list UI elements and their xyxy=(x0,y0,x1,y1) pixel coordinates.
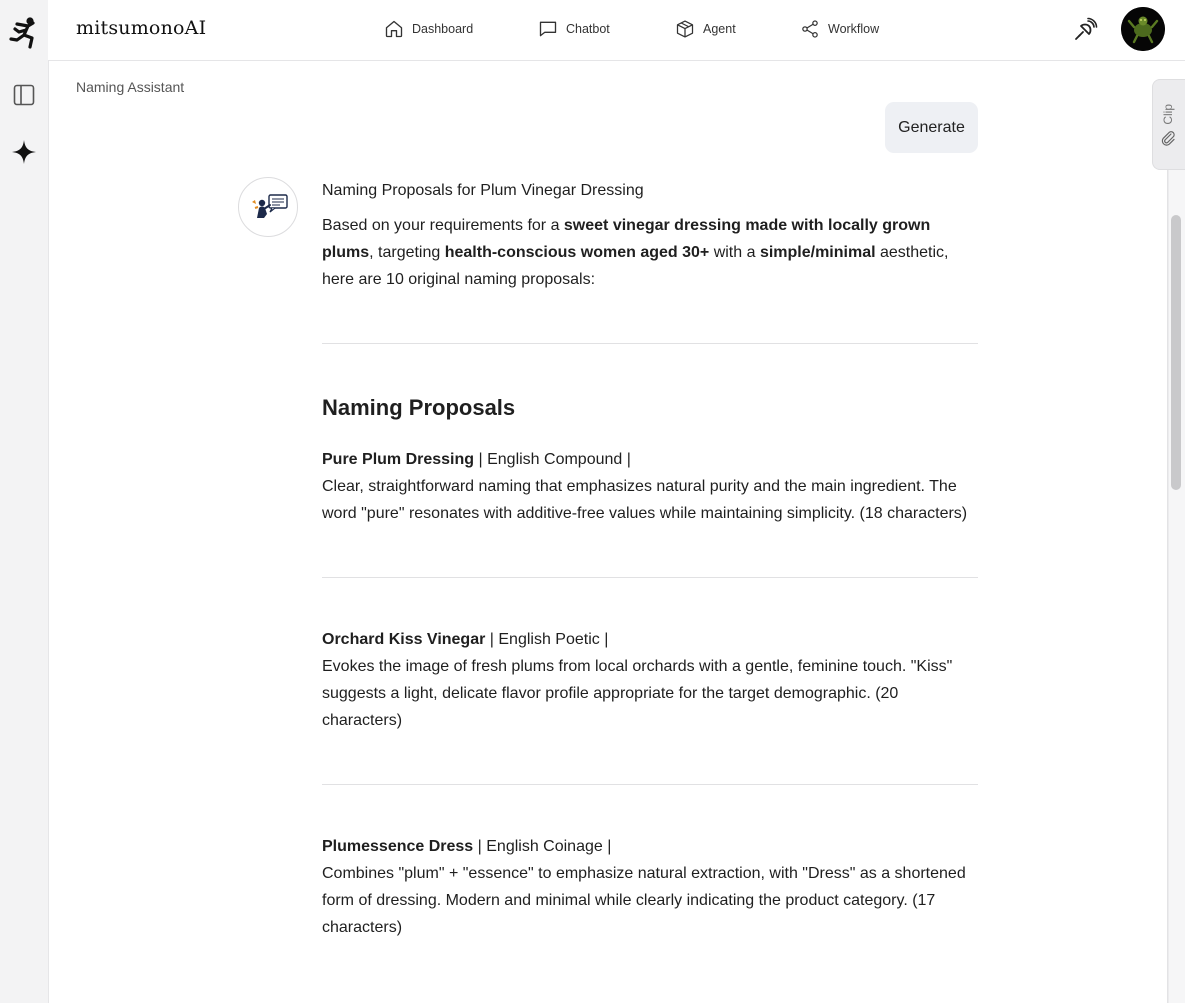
intro-bold-3: simple/minimal xyxy=(759,244,876,261)
intro-text-2: , targeting xyxy=(369,244,445,261)
divider xyxy=(322,343,978,344)
nav-dashboard[interactable] xyxy=(384,18,473,40)
assistant-avatar xyxy=(238,177,298,237)
intro-bold-2: health-conscious women aged 30+ xyxy=(444,244,710,261)
proposal-item xyxy=(322,626,978,734)
proposal-name: Plumessence Dress xyxy=(322,838,474,855)
message-intro xyxy=(322,212,978,293)
breadcrumb[interactable]: Naming Assistant xyxy=(76,79,185,95)
nav-workflow[interactable] xyxy=(800,18,879,40)
proposal-item xyxy=(322,446,978,527)
divider xyxy=(322,577,978,578)
section-heading: Naming Proposals xyxy=(322,395,516,420)
nav-workflow-label: Workflow xyxy=(828,22,880,36)
sidebar-toggle-icon[interactable] xyxy=(12,83,36,107)
nav-agent[interactable] xyxy=(675,18,736,40)
proposal-tag: | English Poetic | xyxy=(485,631,609,648)
assistant-presenter-icon xyxy=(239,178,297,236)
chat-icon xyxy=(538,19,558,39)
proposal-item xyxy=(322,833,978,941)
paperclip-icon xyxy=(1160,130,1176,146)
intro-text-4: aesthetic, here are 10 original naming proposals: xyxy=(322,244,949,288)
home-icon xyxy=(384,19,404,39)
intro-text-1: Based on your requirements for a xyxy=(322,217,564,234)
message-title: Naming Proposals for Plum Vinegar Dressing xyxy=(322,182,644,199)
intro-bold-1: sweet vinegar dressing made with locally grown plums xyxy=(322,217,931,261)
clip-panel-tab[interactable] xyxy=(1152,79,1185,170)
nav-dashboard-label: Dashboard xyxy=(412,22,474,36)
avatar-image xyxy=(1121,7,1165,51)
generate-button[interactable]: Generate xyxy=(885,102,978,153)
cube-icon xyxy=(675,19,695,39)
nav-agent-label: Agent xyxy=(703,22,736,36)
share-icon xyxy=(800,19,820,39)
assistant-message xyxy=(322,180,978,941)
runner-logo-icon[interactable] xyxy=(8,16,40,52)
scrollbar-thumb[interactable] xyxy=(1171,215,1181,490)
nav-chatbot[interactable] xyxy=(538,18,610,40)
connection-icon[interactable] xyxy=(1072,17,1098,43)
nav-chatbot-label: Chatbot xyxy=(566,22,610,36)
top-header xyxy=(48,0,1185,61)
brand-name[interactable]: mitsumonoAI xyxy=(76,17,207,39)
left-rail xyxy=(0,0,49,1003)
sparkle-icon[interactable] xyxy=(11,139,37,165)
proposal-tag: | English Compound | xyxy=(474,451,631,468)
proposal-name: Pure Plum Dressing xyxy=(322,451,475,468)
intro-text-3: with a xyxy=(709,244,760,261)
divider xyxy=(322,784,978,785)
proposal-name: Orchard Kiss Vinegar xyxy=(322,631,486,648)
user-avatar[interactable] xyxy=(1121,7,1165,51)
proposal-description: Combines "plum" + "essence" to emphasize natural extraction, with "Dress" as a shortened form of dressing. Modern and minimal while clearly indicating the product category. (17 characters) xyxy=(322,865,966,936)
clip-label: Clip xyxy=(1161,104,1175,125)
proposal-description: Evokes the image of fresh plums from local orchards with a gentle, feminine touch. "Kiss" suggests a light, delicate flavor profile appropriate for the target demographic. (20 characters) xyxy=(322,658,953,729)
proposal-tag: | English Coinage | xyxy=(473,838,612,855)
proposal-description: Clear, straightforward naming that emphasizes natural purity and the main ingredient. The word "pure" resonates with additive-free values while maintaining simplicity. (18 characters) xyxy=(322,478,968,522)
